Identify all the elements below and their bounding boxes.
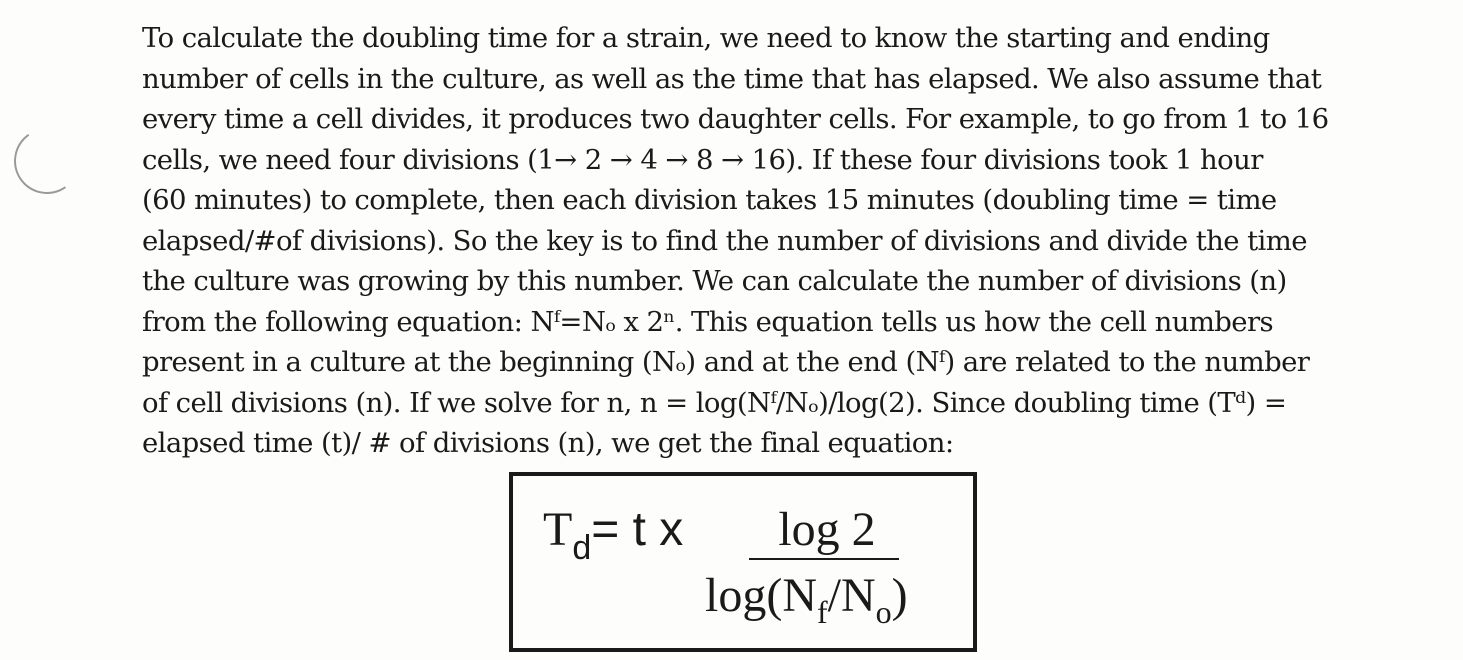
- formula-denominator-mid: /N: [827, 569, 876, 622]
- formula-lhs-symbol: T: [543, 503, 573, 556]
- formula-lhs: [543, 502, 684, 567]
- formula-denominator-prefix: log(N: [705, 569, 817, 622]
- paragraph-line: every time a cell divides, it produces two daughter cells. For example, to go from 1 to 16: [142, 103, 1329, 135]
- paragraph-line: elapsed time (t)/ # of divisions (n), we get the final equation:: [142, 427, 954, 459]
- doubling-time-formula-box: [509, 472, 977, 652]
- explanation-paragraph: [142, 18, 1362, 464]
- paragraph-line: To calculate the doubling time for a strain, we need to know the starting and ending: [142, 22, 1270, 54]
- paragraph-line: elapsed/#of divisions). So the key is to find the number of divisions and divide the time: [142, 224, 1307, 257]
- formula-fraction-bar: [749, 558, 899, 560]
- paragraph-line: (60 minutes) to complete, then each division takes 15 minutes (doubling time = time: [142, 184, 1277, 216]
- paragraph-line: of cell divisions (n). If we solve for n, n = log(Nᶠ/Nₒ)/log(2). Since doubling time (Tᵈ) =: [142, 386, 1287, 419]
- formula-denominator-sub-o: o: [875, 594, 892, 630]
- formula-denominator: [705, 568, 908, 630]
- paragraph-line: from the following equation: Nᶠ=Nₒ x 2ⁿ. This equation tells us how the cell numbers: [142, 305, 1274, 338]
- paragraph-line: present in a culture at the beginning (Nₒ) and at the end (Nᶠ) are related to the number: [142, 346, 1310, 378]
- formula-numerator: log 2: [778, 503, 876, 556]
- paragraph-line: number of cells in the culture, as well as the time that has elapsed. We also assume that: [142, 62, 1322, 95]
- formula-lhs-operator: = t x: [591, 503, 684, 556]
- formula-denominator-suffix: ): [891, 569, 908, 622]
- formula-denominator-sub-f: f: [816, 594, 828, 630]
- paragraph-line: cells, we need four divisions (1→ 2 → 4 → 8 → 16). If these four divisions took 1 hour: [142, 143, 1263, 176]
- formula-lhs-subscript: d: [572, 529, 592, 567]
- punch-hole-mark: [9, 123, 85, 199]
- paragraph-line: the culture was growing by this number. We can calculate the number of divisions (n): [142, 265, 1287, 297]
